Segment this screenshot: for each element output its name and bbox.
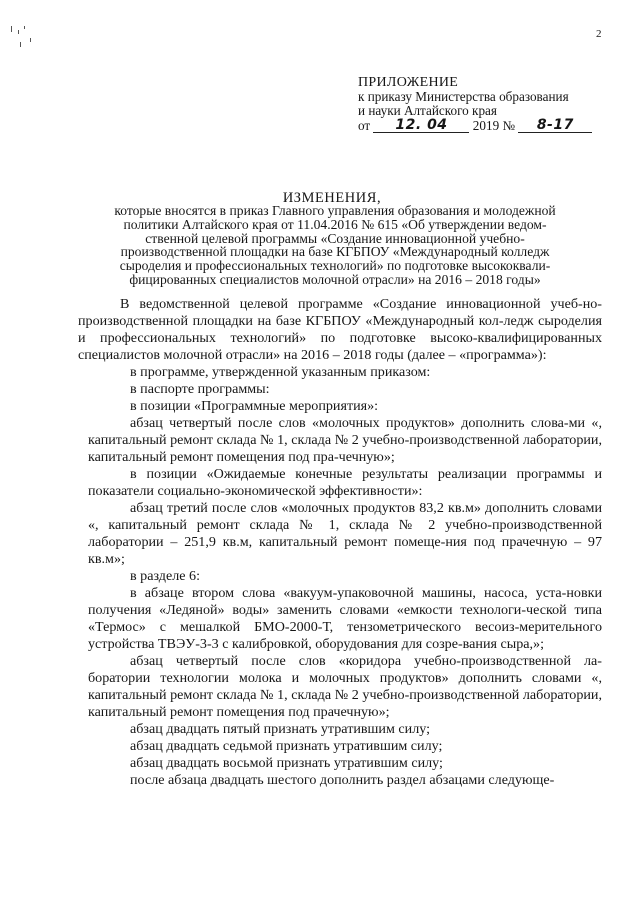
paragraph: абзац двадцать восьмой признать утратившим силу; [130, 755, 443, 771]
subtitle-line: сыроделия и профессиональных технологий» по подготовке высококвали- [119, 258, 551, 274]
appendix-line-2: и науки Алтайского края [358, 103, 497, 118]
paragraph: абзац двадцать пятый признать утратившим силу; [130, 721, 431, 737]
subtitle-line: ственной целевой программы «Создание инновационной учебно- [145, 230, 525, 246]
paragraph: в паспорте программы: [130, 381, 270, 397]
subtitle-line: производственной площадки на базе КГБПОУ «Международный колледж [120, 244, 550, 260]
scan-artifact-marks [8, 24, 38, 64]
paragraph: в разделе 6: [130, 568, 200, 584]
date-field [373, 118, 469, 133]
appendix-heading: ПРИЛОЖЕНИЕ [358, 75, 459, 90]
paragraph: в позиции «Ожидаемые конечные результаты реализации программы и показатели социально-экономической эффективности»: [88, 466, 602, 499]
appendix-block [358, 76, 628, 133]
document-body [78, 296, 602, 789]
number-field [518, 118, 592, 133]
appendix-line-1: к приказу Министерства образования [358, 89, 569, 104]
subtitle-line: фицированных специалистов молочной отрасли» на 2016 – 2018 годы» [129, 271, 541, 287]
date-prefix: от [358, 118, 371, 133]
paragraph: в программе, утвержденной указанным приказом: [130, 364, 431, 380]
paragraph: абзац третий после слов «молочных продуктов 83,2 кв.м» дополнить словами «, капитальный ремонт склада № 1, склада № 2 учебно-производственной лаборатории – 251,9 кв.м, капитальный ремонт помеще-ния под прачечную – 97 кв.м»; [88, 500, 602, 567]
paragraph: в позиции «Программные мероприятия»: [130, 398, 379, 414]
year-label: 2019 № [472, 118, 516, 133]
handwritten-number: 8-17 [536, 117, 574, 133]
appendix-date-line [358, 118, 628, 133]
paragraph: абзац четвертый после слов «молочных продуктов» дополнить слова-ми «, капитальный ремонт склада № 1, склада № 2 учебно-производственной лаборатории, капитальный ремонт помещения под пра-чечную»; [88, 415, 602, 465]
subtitle-line: которые вносятся в приказ Главного управления образования и молодежной [114, 203, 556, 218]
page-number: 2 [596, 28, 602, 40]
subtitle-line: политики Алтайского края от 11.04.2016 № 615 «Об утверждении ведом- [123, 216, 547, 232]
paragraph: в абзаце втором слова «вакуум-упаковочной машины, насоса, уста-новки получения «Ледяной» воды» заменить словами «емкости технологи-ческой типа «Термос» с мешалкой БМО-2000-Т, тензометрического весоиз-мерительного устройства ТВЭУ-3-3 с калибровкой, оборудования для созре-вания сыра,»; [88, 585, 602, 652]
document-subtitle [70, 204, 600, 287]
paragraph: абзац двадцать седьмой признать утратившим силу; [130, 738, 443, 754]
paragraph: В ведомственной целевой программе «Создание инновационной учеб-но-производственной площадки на базе КГБПОУ «Международный кол-ледж сыроделия и профессиональных технологий» по подготовке высоко-квалифицированных специалистов молочной отрасли» на 2016 – 2018 годы (далее – «программа»): [78, 296, 602, 363]
paragraph: абзац четвертый после слов «коридора учебно-производственной ла-боратории технологии молока и молочных продуктов» дополнить словами «, капитальный ремонт склада № 1, склада № 2 учебно-производственной лаборатории, капитальный ремонт помещения под прачечную»; [88, 653, 602, 720]
paragraph: после абзаца двадцать шестого дополнить раздел абзацами следующе- [130, 772, 555, 788]
handwritten-date: 12. 04 [395, 117, 448, 133]
document-title: ИЗМЕНЕНИЯ, [282, 190, 382, 206]
